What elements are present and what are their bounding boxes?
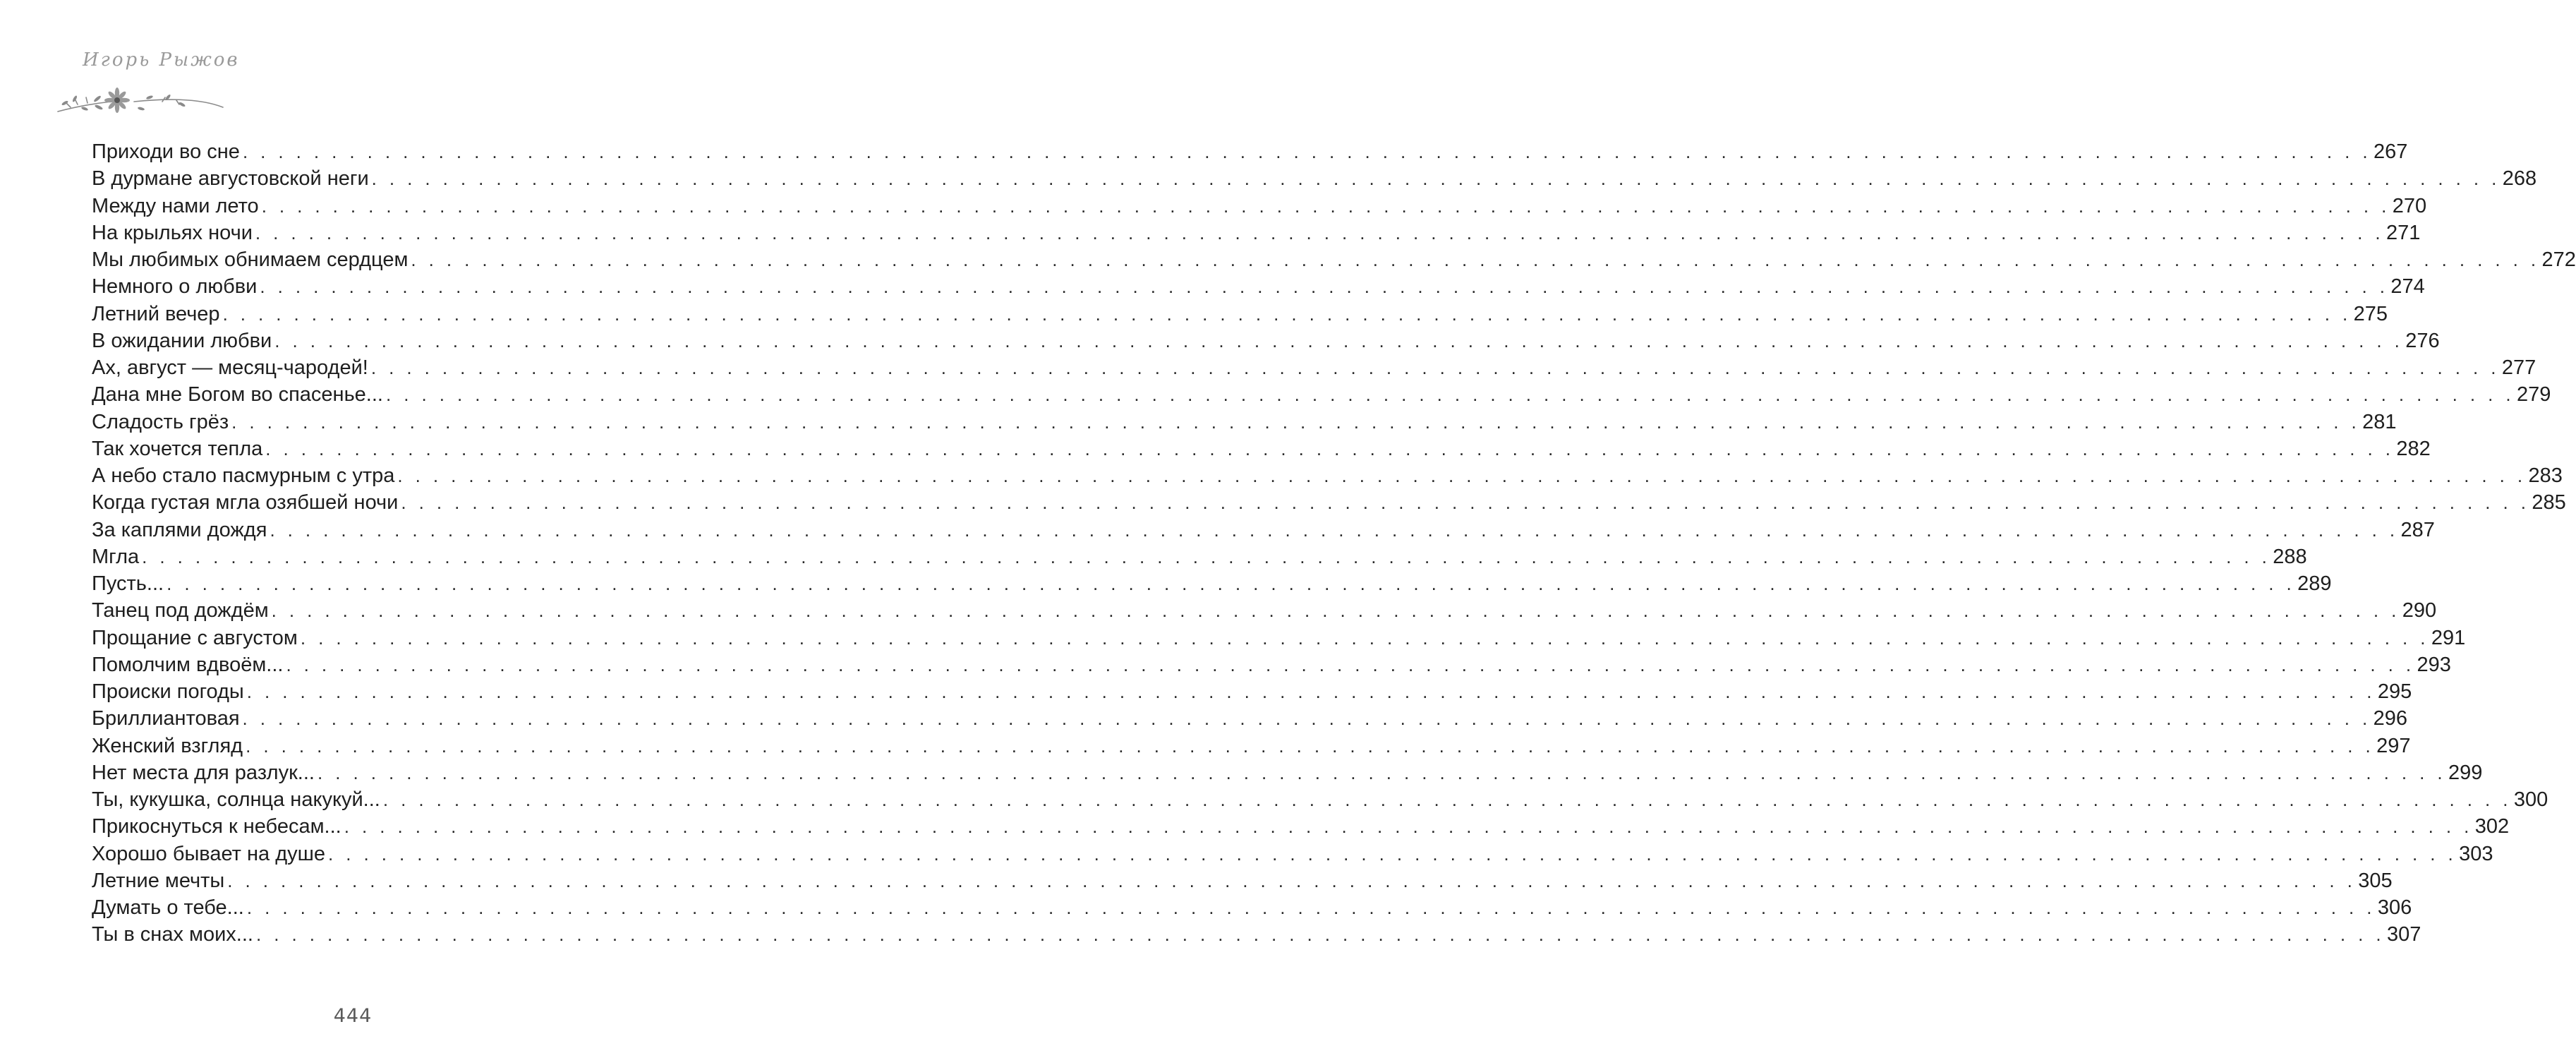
toc-dot-leader: . . . . . . . . . . . . . . . . . . . . . . . . . . . . . . . . . . . . . . . . . . . . . . . . . . . . . . . . . . . . . . . . . . . . . . . . . . . . . . . . . . . . . . . . . . . . . . . . . . . . . . . . . . . . . . . . . . . . . . . . [317,762,2446,783]
toc-entry-page-number: 296 [2373,707,2407,730]
toc-dot-leader: . . . . . . . . . . . . . . . . . . . . . . . . . . . . . . . . . . . . . . . . . . . . . . . . . . . . . . . . . . . . . . . . . . . . . . . . . . . . . . . . . . . . . . . . . . . . . . . . . . . . . . . . . . . . . . . . . . . . . . . . [261,195,2390,217]
toc-entry-page-number: 274 [2390,275,2425,299]
running-head-author: Игорь Рыжов [83,49,240,71]
toc-dot-leader: . . . . . . . . . . . . . . . . . . . . . . . . . . . . . . . . . . . . . . . . . . . . . . . . . . . . . . . . . . . . . . . . . . . . . . . . . . . . . . . . . . . . . . . . . . . . . . . . . . . . . . . . . . . . . . . . . . . . . . . . [371,168,2501,190]
toc-entry [92,653,2451,680]
toc-dot-leader: . . . . . . . . . . . . . . . . . . . . . . . . . . . . . . . . . . . . . . . . . . . . . . . . . . . . . . . . . . . . . . . . . . . . . . . . . . . . . . . . . . . . . . . . . . . . . . . . . . . . . . . . . . . . . . . . . . . . . . . . [246,735,2375,757]
toc-entry-title: За каплями дождя [92,518,267,541]
toc-entry-title: Прощание с августом [92,626,298,649]
toc-dot-leader: . . . . . . . . . . . . . . . . . . . . . . . . . . . . . . . . . . . . . . . . . . . . . . . . . . . . . . . . . . . . . . . . . . . . . . . . . . . . . . . . . . . . . . . . . . . . . . . . . . . . . . . . . . . . . . . . . . . . . . . . [242,141,2371,162]
toc-entry-page-number: 287 [2400,518,2435,541]
floral-vine-ornament-icon [56,83,226,120]
toc-entry-page-number: 271 [2385,221,2421,244]
toc-entry-title: Происки погоды [92,680,244,703]
toc-dot-leader: . . . . . . . . . . . . . . . . . . . . . . . . . . . . . . . . . . . . . . . . . . . . . . . . . . . . . . . . . . . . . . . . . . . . . . . . . . . . . . . . . . . . . . . . . . . . . . . . . . . . . . . . . . . . . . . . . . . . . . . . [167,573,2296,594]
toc-entry-page-number: 283 [2528,464,2563,487]
toc-dot-leader: . . . . . . . . . . . . . . . . . . . . . . . . . . . . . . . . . . . . . . . . . . . . . . . . . . . . . . . . . . . . . . . . . . . . . . . . . . . . . . . . . . . . . . . . . . . . . . . . . . . . . . . . . . . . . . . . . . . . . . . . [270,519,2399,541]
toc-entry [92,572,2332,599]
toc-entry [92,194,2427,222]
toc-entry [92,734,2411,762]
toc-entry-page-number: 270 [2392,194,2427,217]
toc-entry [92,491,2566,518]
toc-entry-page-number: 303 [2459,842,2493,865]
toc-entry-title: Прикоснуться к небесам... [92,815,341,838]
toc-entry-page-number: 293 [2417,653,2451,676]
toc-entry-page-number: 307 [2387,923,2421,946]
toc-entry [92,383,2551,410]
toc-dot-leader: . . . . . . . . . . . . . . . . . . . . . . . . . . . . . . . . . . . . . . . . . . . . . . . . . . . . . . . . . . . . . . . . . . . . . . . . . . . . . . . . . . . . . . . . . . . . . . . . . . . . . . . . . . . . . . . . . . . . . . . . [411,249,2540,270]
toc-entry [92,518,2435,546]
toc-entry-title: Помолчим вдвоём... [92,653,284,676]
toc-dot-leader: . . . . . . . . . . . . . . . . . . . . . . . . . . . . . . . . . . . . . . . . . . . . . . . . . . . . . . . . . . . . . . . . . . . . . . . . . . . . . . . . . . . . . . . . . . . . . . . . . . . . . . . . . . . . . . . . . . . . . . . . [246,897,2376,918]
toc-entry-title: Танец под дождём [92,599,269,622]
toc-entry-title: А небо стало пасмурным с утра [92,464,395,487]
toc-dot-leader: . . . . . . . . . . . . . . . . . . . . . . . . . . . . . . . . . . . . . . . . . . . . . . . . . . . . . . . . . . . . . . . . . . . . . . . . . . . . . . . . . . . . . . . . . . . . . . . . . . . . . . . . . . . . . . . . . . . . . . . . [271,600,2400,622]
toc-entry [92,842,2493,870]
toc-entry-page-number: 289 [2297,572,2332,595]
toc-entry [92,248,2576,275]
toc-entry-page-number: 281 [2362,410,2397,433]
toc-entry [92,437,2431,464]
toc-entry-title: Летний вечер [92,302,220,325]
toc-dot-leader: . . . . . . . . . . . . . . . . . . . . . . . . . . . . . . . . . . . . . . . . . . . . . . . . . . . . . . . . . . . . . . . . . . . . . . . . . . . . . . . . . . . . . . . . . . . . . . . . . . . . . . . . . . . . . . . . . . . . . . . . [242,708,2371,730]
toc-entry-title: Хорошо бывает на душе [92,842,326,865]
toc-entry-page-number: 297 [2376,734,2411,757]
toc-entry-page-number: 288 [2273,545,2307,568]
toc-dot-leader: . . . . . . . . . . . . . . . . . . . . . . . . . . . . . . . . . . . . . . . . . . . . . . . . . . . . . . . . . . . . . . . . . . . . . . . . . . . . . . . . . . . . . . . . . . . . . . . . . . . . . . . . . . . . . . . . . . . . . . . . [382,789,2512,810]
toc-entry [92,896,2412,923]
toc-entry-page-number: 279 [2517,383,2551,407]
toc-entry [92,545,2307,572]
toc-entry-title: Женский взгляд [92,734,243,757]
toc-dot-leader: . . . . . . . . . . . . . . . . . . . . . . . . . . . . . . . . . . . . . . . . . . . . . . . . . . . . . . . . . . . . . . . . . . . . . . . . . . . . . . . . . . . . . . . . . . . . . . . . . . . . . . . . . . . . . . . . . . . . . . . . [370,357,2500,378]
toc-entry-page-number: 302 [2474,815,2510,838]
toc-entry-title: Мгла [92,545,140,568]
toc-entry-title: Пусть... [92,572,164,595]
toc-entry-title: Думать о тебе... [92,896,244,919]
toc-entry [92,869,2393,896]
toc-entry-page-number: 299 [2448,761,2483,784]
toc-dot-leader: . . . . . . . . . . . . . . . . . . . . . . . . . . . . . . . . . . . . . . . . . . . . . . . . . . . . . . . . . . . . . . . . . . . . . . . . . . . . . . . . . . . . . . . . . . . . . . . . . . . . . . . . . . . . . . . . . . . . . . . . [255,222,2384,243]
toc-entry [92,410,2397,438]
toc-entry-title: Летние мечты [92,869,225,892]
toc-dot-leader: . . . . . . . . . . . . . . . . . . . . . . . . . . . . . . . . . . . . . . . . . . . . . . . . . . . . . . . . . . . . . . . . . . . . . . . . . . . . . . . . . . . . . . . . . . . . . . . . . . . . . . . . . . . . . . . . . . . . . . . . [328,843,2457,865]
toc-entry [92,140,2408,167]
toc-entry [92,464,2563,491]
table-of-contents [92,140,2576,951]
toc-entry-title: Ах, август — месяц-чародей! [92,356,368,379]
toc-entry-page-number: 282 [2396,437,2431,460]
toc-entry-title: Когда густая мгла озябшей ночи [92,491,399,515]
toc-entry-title: В дурмане августовской неги [92,167,369,191]
toc-entry [92,680,2412,707]
toc-entry [92,302,2388,330]
toc-entry [92,923,2421,950]
toc-dot-leader: . . . . . . . . . . . . . . . . . . . . . . . . . . . . . . . . . . . . . . . . . . . . . . . . . . . . . . . . . . . . . . . . . . . . . . . . . . . . . . . . . . . . . . . . . . . . . . . . . . . . . . . . . . . . . . . . . . . . . . . . [401,492,2530,514]
toc-entry [92,221,2421,248]
toc-dot-leader: . . . . . . . . . . . . . . . . . . . . . . . . . . . . . . . . . . . . . . . . . . . . . . . . . . . . . . . . . . . . . . . . . . . . . . . . . . . . . . . . . . . . . . . . . . . . . . . . . . . . . . . . . . . . . . . . . . . . . . . . [265,438,2395,459]
toc-entry-page-number: 295 [2377,680,2412,703]
toc-entry-page-number: 276 [2405,329,2440,352]
toc-entry [92,329,2440,356]
toc-entry-page-number: 285 [2532,491,2566,515]
toc-entry [92,275,2425,302]
toc-entry-page-number: 306 [2377,896,2412,919]
toc-entry-title: В ожидании любви [92,329,272,352]
toc-entry-title: Нет места для разлук... [92,761,315,784]
toc-entry [92,356,2536,383]
toc-dot-leader: . . . . . . . . . . . . . . . . . . . . . . . . . . . . . . . . . . . . . . . . . . . . . . . . . . . . . . . . . . . . . . . . . . . . . . . . . . . . . . . . . . . . . . . . . . . . . . . . . . . . . . . . . . . . . . . . . . . . . . . . [286,654,2415,675]
toc-entry-title: Ты, кукушка, солнца накукуй... [92,788,380,811]
toc-dot-leader: . . . . . . . . . . . . . . . . . . . . . . . . . . . . . . . . . . . . . . . . . . . . . . . . . . . . . . . . . . . . . . . . . . . . . . . . . . . . . . . . . . . . . . . . . . . . . . . . . . . . . . . . . . . . . . . . . . . . . . . . [385,384,2515,406]
toc-dot-leader: . . . . . . . . . . . . . . . . . . . . . . . . . . . . . . . . . . . . . . . . . . . . . . . . . . . . . . . . . . . . . . . . . . . . . . . . . . . . . . . . . . . . . . . . . . . . . . . . . . . . . . . . . . . . . . . . . . . . . . . . [397,465,2527,486]
toc-entry-title: На крыльях ночи [92,221,253,244]
page-number: 444 [333,1005,373,1027]
toc-entry-page-number: 275 [2353,302,2388,325]
toc-entry-title: Сладость грёз [92,410,229,433]
toc-dot-leader: . . . . . . . . . . . . . . . . . . . . . . . . . . . . . . . . . . . . . . . . . . . . . . . . . . . . . . . . . . . . . . . . . . . . . . . . . . . . . . . . . . . . . . . . . . . . . . . . . . . . . . . . . . . . . . . . . . . . . . . . [227,870,2357,891]
toc-entry-title: Бриллиантовая [92,707,240,730]
toc-entry [92,599,2437,626]
toc-entry [92,815,2510,842]
toc-dot-leader: . . . . . . . . . . . . . . . . . . . . . . . . . . . . . . . . . . . . . . . . . . . . . . . . . . . . . . . . . . . . . . . . . . . . . . . . . . . . . . . . . . . . . . . . . . . . . . . . . . . . . . . . . . . . . . . . . . . . . . . . [274,330,2404,351]
toc-dot-leader: . . . . . . . . . . . . . . . . . . . . . . . . . . . . . . . . . . . . . . . . . . . . . . . . . . . . . . . . . . . . . . . . . . . . . . . . . . . . . . . . . . . . . . . . . . . . . . . . . . . . . . . . . . . . . . . . . . . . . . . . [222,303,2352,325]
toc-entry-title: Так хочется тепла [92,437,263,460]
toc-entry-title: Приходи во сне [92,140,240,163]
toc-entry-page-number: 267 [2373,140,2408,163]
toc-dot-leader: . . . . . . . . . . . . . . . . . . . . . . . . . . . . . . . . . . . . . . . . . . . . . . . . . . . . . . . . . . . . . . . . . . . . . . . . . . . . . . . . . . . . . . . . . . . . . . . . . . . . . . . . . . . . . . . . . . . . . . . . [255,924,2385,946]
toc-entry [92,167,2537,194]
toc-entry-title: Немного о любви [92,275,258,299]
toc-dot-leader: . . . . . . . . . . . . . . . . . . . . . . . . . . . . . . . . . . . . . . . . . . . . . . . . . . . . . . . . . . . . . . . . . . . . . . . . . . . . . . . . . . . . . . . . . . . . . . . . . . . . . . . . . . . . . . . . . . . . . . . . [260,276,2389,298]
toc-entry-page-number: 300 [2513,788,2548,811]
toc-entry-page-number: 305 [2358,869,2393,892]
toc-entry-page-number: 277 [2501,356,2536,379]
toc-entry [92,707,2407,734]
toc-entry-title: Между нами лето [92,194,259,217]
toc-entry-page-number: 272 [2541,248,2576,271]
toc-entry-page-number: 291 [2431,626,2466,649]
toc-entry [92,626,2466,654]
toc-dot-leader: . . . . . . . . . . . . . . . . . . . . . . . . . . . . . . . . . . . . . . . . . . . . . . . . . . . . . . . . . . . . . . . . . . . . . . . . . . . . . . . . . . . . . . . . . . . . . . . . . . . . . . . . . . . . . . . . . . . . . . . . [142,546,2271,567]
toc-dot-leader: . . . . . . . . . . . . . . . . . . . . . . . . . . . . . . . . . . . . . . . . . . . . . . . . . . . . . . . . . . . . . . . . . . . . . . . . . . . . . . . . . . . . . . . . . . . . . . . . . . . . . . . . . . . . . . . . . . . . . . . . [246,681,2376,702]
toc-dot-leader: . . . . . . . . . . . . . . . . . . . . . . . . . . . . . . . . . . . . . . . . . . . . . . . . . . . . . . . . . . . . . . . . . . . . . . . . . . . . . . . . . . . . . . . . . . . . . . . . . . . . . . . . . . . . . . . . . . . . . . . . [300,627,2429,649]
toc-entry-title: Дана мне Богом во спасенье... [92,383,383,407]
toc-entry-title: Мы любимых обнимаем сердцем [92,248,409,271]
toc-entry [92,761,2483,788]
toc-entry-page-number: 290 [2402,599,2437,622]
toc-entry [92,788,2548,815]
toc-dot-leader: . . . . . . . . . . . . . . . . . . . . . . . . . . . . . . . . . . . . . . . . . . . . . . . . . . . . . . . . . . . . . . . . . . . . . . . . . . . . . . . . . . . . . . . . . . . . . . . . . . . . . . . . . . . . . . . . . . . . . . . . [231,411,2361,433]
toc-entry-title: Ты в снах моих... [92,923,253,946]
toc-dot-leader: . . . . . . . . . . . . . . . . . . . . . . . . . . . . . . . . . . . . . . . . . . . . . . . . . . . . . . . . . . . . . . . . . . . . . . . . . . . . . . . . . . . . . . . . . . . . . . . . . . . . . . . . . . . . . . . . . . . . . . . . [344,816,2473,838]
toc-entry-page-number: 268 [2502,167,2537,191]
